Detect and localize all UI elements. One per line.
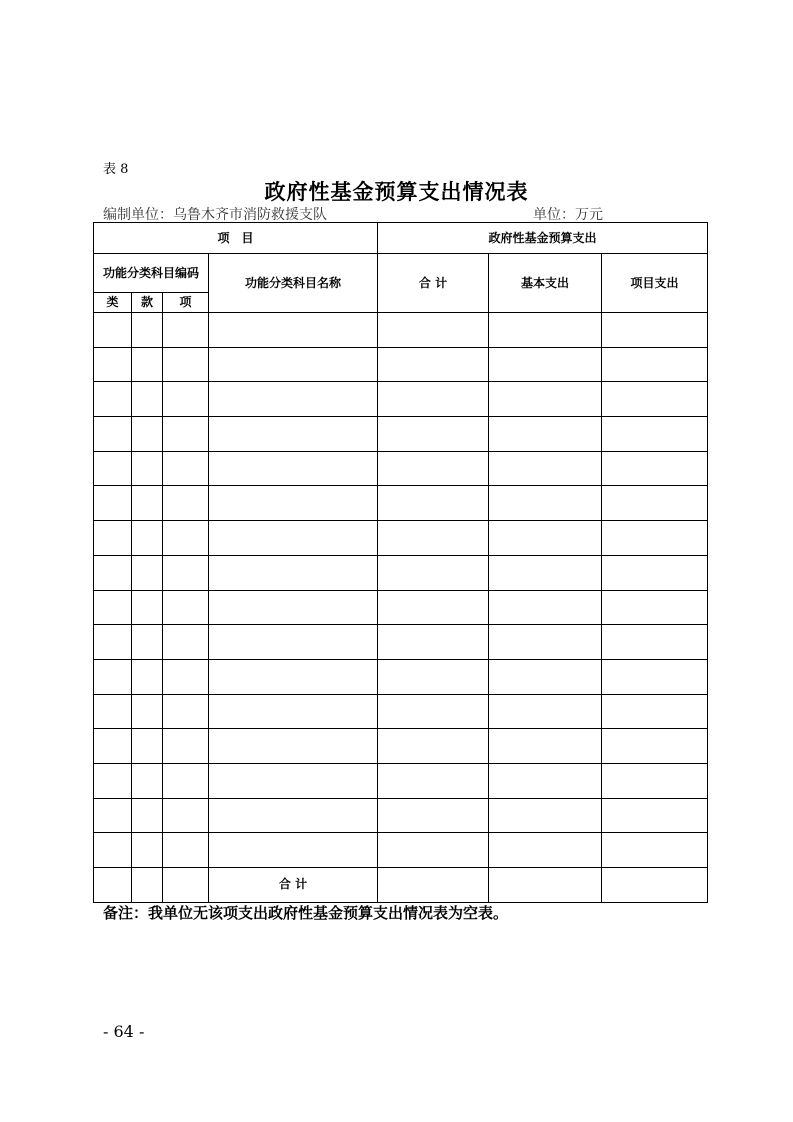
table-cell xyxy=(378,486,489,521)
table-cell xyxy=(209,625,378,660)
header-function-name: 功能分类科目名称 xyxy=(209,254,378,313)
table-cell xyxy=(489,729,602,764)
table-row xyxy=(94,625,708,660)
table-cell xyxy=(163,868,209,903)
table-cell xyxy=(163,313,209,348)
table-cell xyxy=(94,417,132,452)
table-cell xyxy=(602,763,708,798)
table-cell xyxy=(163,625,209,660)
table-cell xyxy=(602,347,708,382)
header-project-expenditure: 项目支出 xyxy=(602,254,708,313)
table-cell xyxy=(94,347,132,382)
table-cell xyxy=(163,659,209,694)
table-cell xyxy=(209,833,378,868)
budget-table xyxy=(93,222,708,903)
table-cell xyxy=(163,798,209,833)
table-cell xyxy=(94,868,132,903)
table-cell xyxy=(602,659,708,694)
table-cell xyxy=(94,833,132,868)
table-cell xyxy=(209,590,378,625)
table-cell xyxy=(94,590,132,625)
table-cell xyxy=(163,451,209,486)
table-cell xyxy=(132,417,163,452)
header-xiang: 项 xyxy=(163,293,209,313)
table-cell xyxy=(489,382,602,417)
header-basic-expenditure: 基本支出 xyxy=(489,254,602,313)
table-cell xyxy=(132,729,163,764)
table-cell xyxy=(132,347,163,382)
table-cell xyxy=(489,486,602,521)
table-cell xyxy=(132,451,163,486)
table-cell xyxy=(163,417,209,452)
table-cell xyxy=(209,417,378,452)
table-cell xyxy=(378,313,489,348)
table-cell xyxy=(94,763,132,798)
table-cell xyxy=(132,590,163,625)
table-cell xyxy=(602,555,708,590)
table-cell xyxy=(209,555,378,590)
table-cell xyxy=(209,694,378,729)
table-cell xyxy=(94,521,132,556)
table-cell xyxy=(132,798,163,833)
table-row xyxy=(94,555,708,590)
table-cell xyxy=(209,763,378,798)
table-cell xyxy=(378,347,489,382)
table-cell xyxy=(602,833,708,868)
table-cell xyxy=(602,694,708,729)
table-cell xyxy=(378,763,489,798)
table-cell xyxy=(489,625,602,660)
table-cell xyxy=(163,694,209,729)
table-cell xyxy=(209,798,378,833)
table-cell xyxy=(163,833,209,868)
table-cell xyxy=(489,694,602,729)
currency-unit: 单位：万元 xyxy=(533,207,603,223)
table-cell xyxy=(132,694,163,729)
table-cell xyxy=(489,798,602,833)
table-row xyxy=(94,451,708,486)
table-cell xyxy=(163,555,209,590)
table-row xyxy=(94,659,708,694)
table-cell xyxy=(94,555,132,590)
table-cell xyxy=(132,555,163,590)
table-row xyxy=(94,833,708,868)
table-cell xyxy=(489,417,602,452)
table-cell xyxy=(378,729,489,764)
table-cell xyxy=(378,625,489,660)
table-cell xyxy=(94,313,132,348)
table-cell xyxy=(378,555,489,590)
table-cell xyxy=(209,521,378,556)
table-cell xyxy=(94,798,132,833)
table-cell xyxy=(163,347,209,382)
table-cell xyxy=(132,659,163,694)
table-cell xyxy=(378,694,489,729)
table-row xyxy=(94,729,708,764)
table-cell xyxy=(163,486,209,521)
table-cell xyxy=(94,694,132,729)
table-cell xyxy=(489,451,602,486)
table-cell xyxy=(132,382,163,417)
compiler-unit: 编制单位：乌鲁木齐市消防救援支队 xyxy=(103,207,327,223)
table-cell xyxy=(489,521,602,556)
header-total: 合 计 xyxy=(378,254,489,313)
table-cell xyxy=(94,486,132,521)
table-cell xyxy=(209,486,378,521)
table-row xyxy=(94,382,708,417)
table-cell xyxy=(602,590,708,625)
table-cell xyxy=(378,868,489,903)
table-cell xyxy=(602,417,708,452)
table-cell xyxy=(489,590,602,625)
table-row xyxy=(94,417,708,452)
header-project: 项 目 xyxy=(94,223,378,254)
total-row-label: 合 计 xyxy=(209,868,378,903)
table-cell xyxy=(378,659,489,694)
table-cell xyxy=(94,729,132,764)
table-cell xyxy=(209,729,378,764)
header-function-code: 功能分类科目编码 xyxy=(94,254,209,293)
table-cell xyxy=(163,763,209,798)
table-row xyxy=(94,313,708,348)
table-cell xyxy=(132,625,163,660)
table-cell xyxy=(94,659,132,694)
table-row xyxy=(94,590,708,625)
table-cell xyxy=(94,625,132,660)
table-cell xyxy=(132,868,163,903)
table-cell xyxy=(378,521,489,556)
table-cell xyxy=(602,625,708,660)
table-cell xyxy=(209,382,378,417)
table-cell xyxy=(209,451,378,486)
table-row xyxy=(94,798,708,833)
table-row xyxy=(94,763,708,798)
table-cell xyxy=(378,798,489,833)
table-cell xyxy=(132,833,163,868)
table-row xyxy=(94,521,708,556)
table-cell xyxy=(378,833,489,868)
table-cell xyxy=(602,382,708,417)
table-cell xyxy=(209,313,378,348)
table-cell xyxy=(489,555,602,590)
table-cell xyxy=(163,521,209,556)
header-kuan: 款 xyxy=(132,293,163,313)
table-cell xyxy=(163,382,209,417)
table-cell xyxy=(489,659,602,694)
table-cell xyxy=(378,382,489,417)
header-fund-expenditure: 政府性基金预算支出 xyxy=(378,223,708,254)
page-number: - 64 - xyxy=(103,1022,145,1041)
table-cell xyxy=(602,451,708,486)
table-cell xyxy=(132,313,163,348)
table-cell xyxy=(489,833,602,868)
table-cell xyxy=(132,486,163,521)
page-title: 政府性基金预算支出情况表 xyxy=(264,179,529,204)
table-cell xyxy=(489,868,602,903)
table-cell xyxy=(602,798,708,833)
table-label: 表 8 xyxy=(103,162,129,177)
table-cell xyxy=(489,313,602,348)
table-row xyxy=(94,694,708,729)
table-cell xyxy=(378,417,489,452)
table-cell xyxy=(132,521,163,556)
total-row xyxy=(94,868,708,903)
table-cell xyxy=(378,590,489,625)
table-cell xyxy=(94,382,132,417)
table-cell xyxy=(378,451,489,486)
header-lei: 类 xyxy=(94,293,132,313)
table-cell xyxy=(209,659,378,694)
table-row xyxy=(94,347,708,382)
table-cell xyxy=(132,763,163,798)
table-cell xyxy=(489,347,602,382)
table-cell xyxy=(602,313,708,348)
table-row xyxy=(94,486,708,521)
table-cell xyxy=(602,868,708,903)
table-cell xyxy=(602,521,708,556)
remark-note: 备注：我单位无该项支出政府性基金预算支出情况表为空表。 xyxy=(103,904,509,922)
table-cell xyxy=(489,763,602,798)
table-cell xyxy=(163,729,209,764)
table-cell xyxy=(209,347,378,382)
table-cell xyxy=(94,451,132,486)
table-cell xyxy=(602,729,708,764)
table-cell xyxy=(163,590,209,625)
table-cell xyxy=(602,486,708,521)
